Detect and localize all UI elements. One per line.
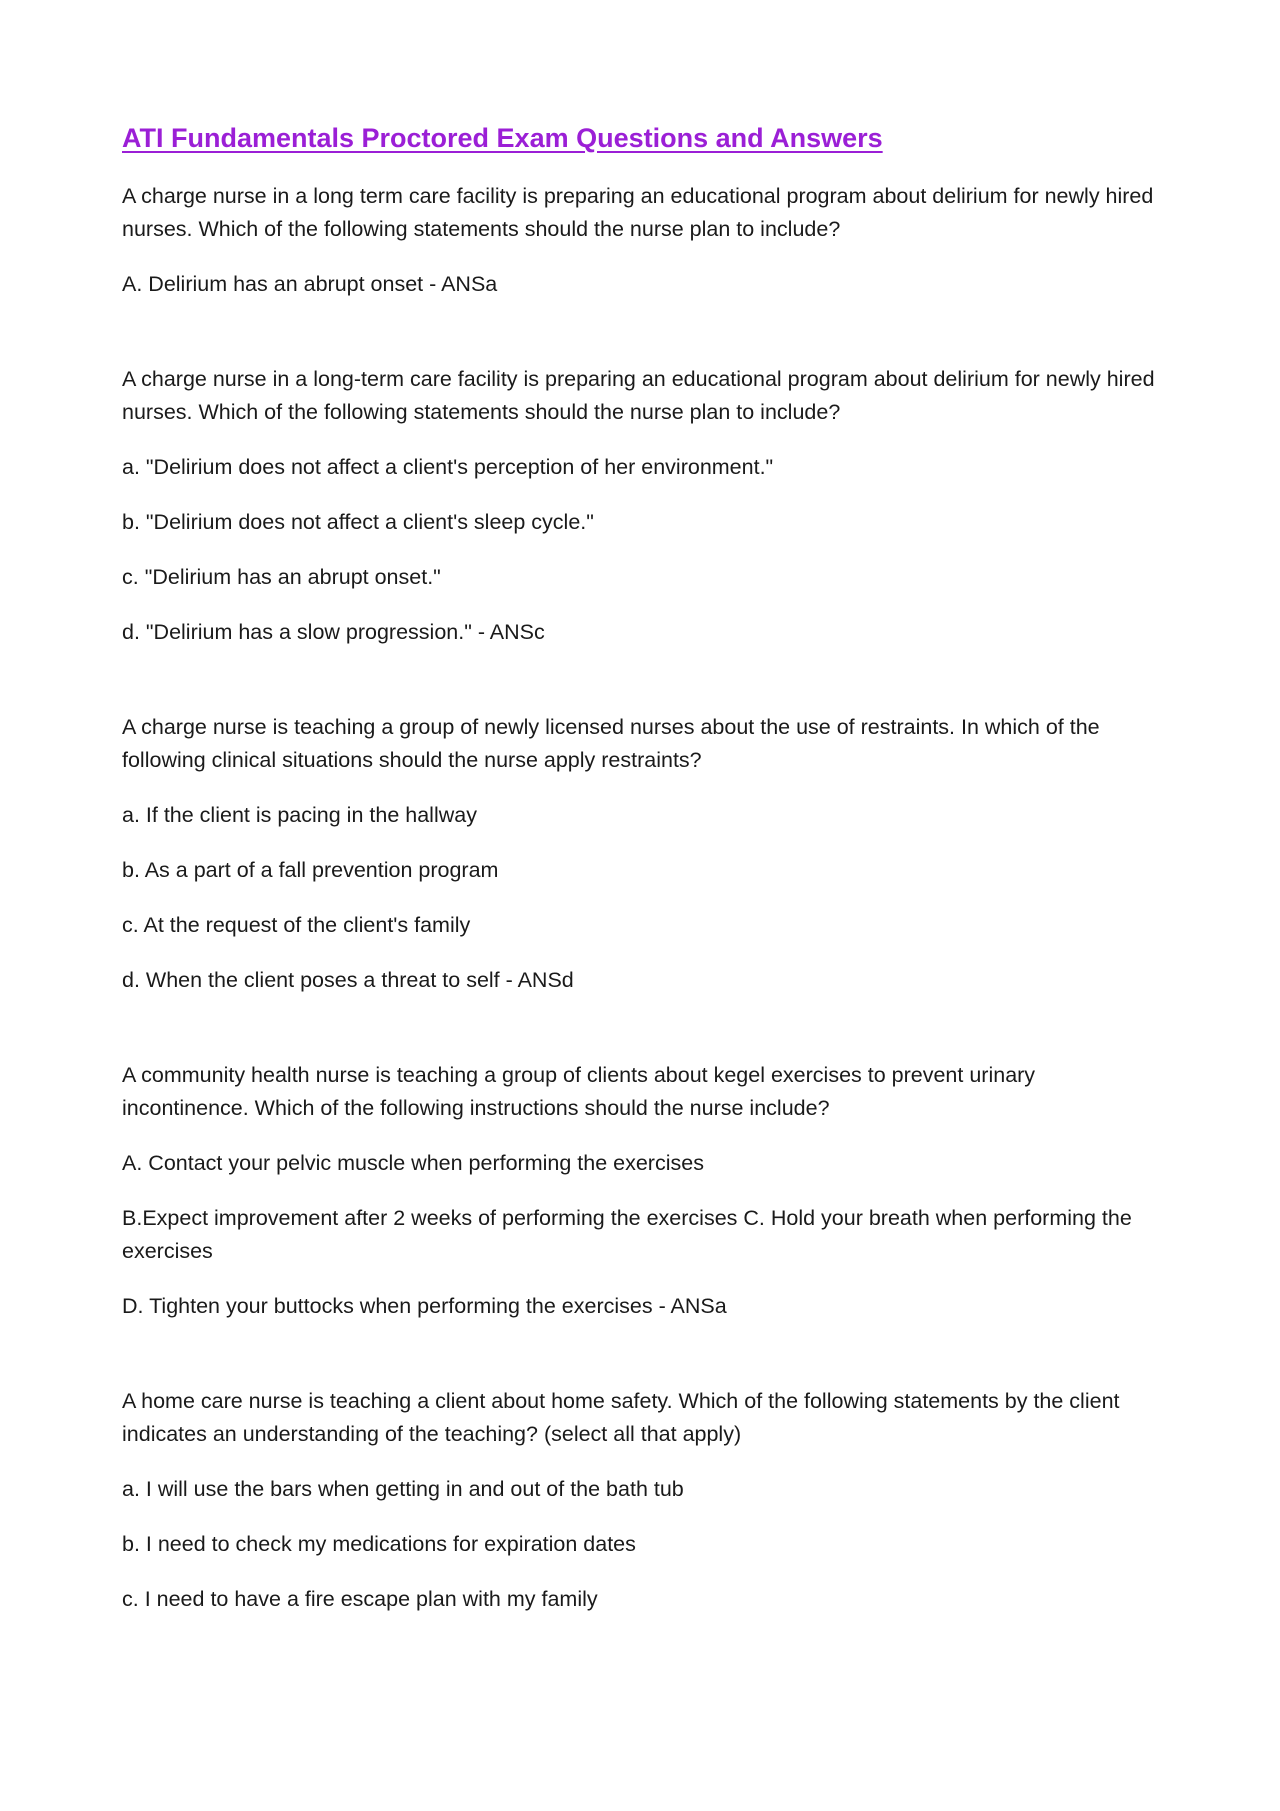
- question-block-4: [122, 1059, 1162, 1323]
- answer-option: c. At the request of the client's family: [122, 913, 471, 938]
- question-block-5: [122, 1385, 1162, 1616]
- question-block-1: [122, 180, 1162, 301]
- answer-option: c. "Delirium has an abrupt onset.": [122, 565, 441, 590]
- answer-option: d. "Delirium has a slow progression." - ANSc: [122, 620, 545, 645]
- answer-option: b. As a part of a fall prevention program: [122, 858, 499, 883]
- document-page: [122, 122, 1162, 1638]
- question-text: A charge nurse in a long-term care facility is preparing an educational program about delirium for newly hired nurses. Which of the following statements should the nurse plan to include?: [122, 367, 1155, 425]
- question-text: A home care nurse is teaching a client about home safety. Which of the following statements by the client indicates an understanding of the teaching? (select all that apply): [122, 1389, 1120, 1447]
- answer-option: d. When the client poses a threat to self - ANSd: [122, 968, 574, 993]
- answer-option: A. Delirium has an abrupt onset - ANSa: [122, 272, 498, 297]
- question-text: A charge nurse is teaching a group of newly licensed nurses about the use of restraints. In which of the following clinical situations should the nurse apply restraints?: [122, 715, 1100, 773]
- question-text: A charge nurse in a long term care facility is preparing an educational program about delirium for newly hired nurses. Which of the following statements should the nurse plan to include?: [122, 184, 1154, 242]
- answer-option: A. Contact your pelvic muscle when performing the exercises: [122, 1151, 704, 1176]
- answer-option: b. "Delirium does not affect a client's sleep cycle.": [122, 510, 594, 535]
- question-block-2: [122, 363, 1162, 649]
- answer-option: a. If the client is pacing in the hallway: [122, 803, 477, 828]
- answer-option: c. I need to have a fire escape plan with my family: [122, 1587, 598, 1612]
- question-text: A community health nurse is teaching a group of clients about kegel exercises to prevent urinary incontinence. Which of the following instructions should the nurse include?: [122, 1063, 1036, 1121]
- answer-option: a. "Delirium does not affect a client's perception of her environment.": [122, 455, 774, 480]
- answer-option: a. I will use the bars when getting in and out of the bath tub: [122, 1477, 684, 1502]
- document-title: ATI Fundamentals Proctored Exam Questions and Answers: [122, 123, 883, 153]
- question-block-3: [122, 711, 1162, 997]
- answer-option: b. I need to check my medications for expiration dates: [122, 1532, 636, 1557]
- answer-option: D. Tighten your buttocks when performing the exercises - ANSa: [122, 1294, 727, 1319]
- answer-option: B.Expect improvement after 2 weeks of performing the exercises C. Hold your breath when performing the exercises: [122, 1206, 1132, 1264]
